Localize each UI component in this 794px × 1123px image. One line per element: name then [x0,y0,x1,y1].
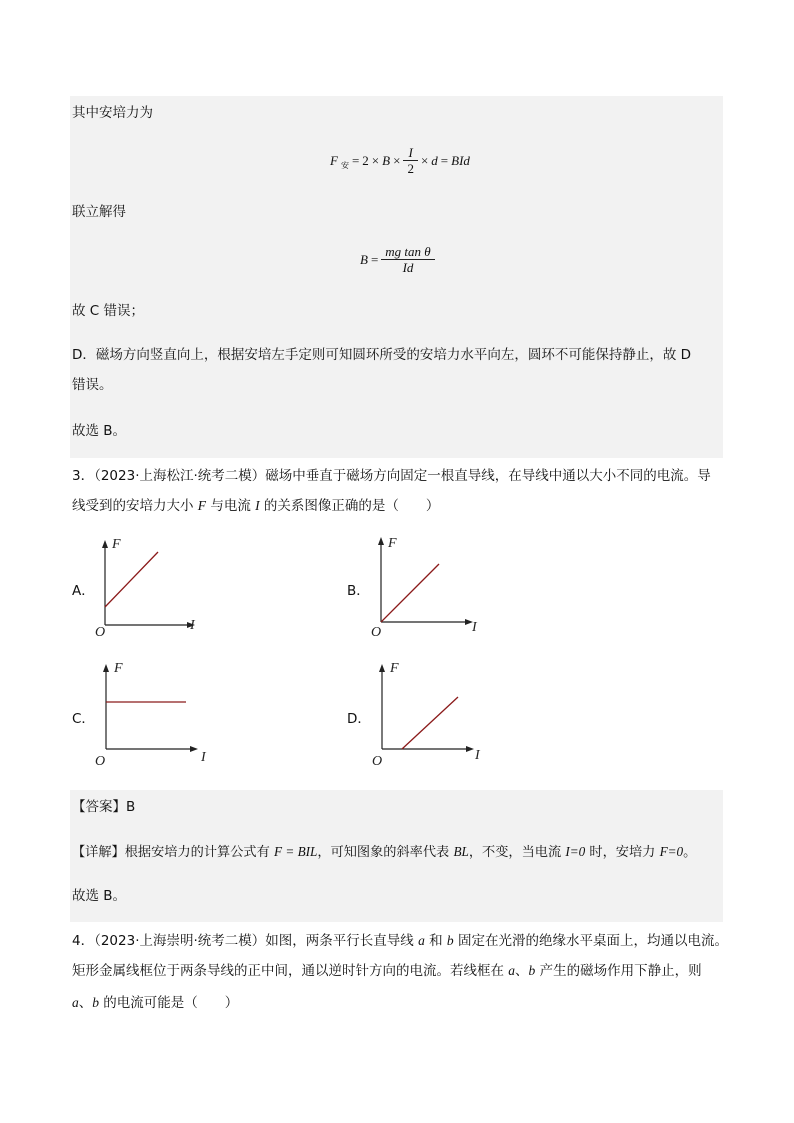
graph-a-y-label: F [112,537,121,552]
graph-d-x-arrow [466,746,474,752]
q4-line1-a: 4．（2023·上海崇明·统考二模）如图，两条平行长直导线 [72,933,419,949]
graph-c[interactable] [93,659,213,769]
q3-line2-b: 与电流 [206,498,256,514]
option-b-label[interactable]: B． [347,583,370,599]
q4-line3-sep: 、 [78,995,93,1011]
q4-var-b-3: b [92,995,99,1010]
detail-b: ，可知图象的斜率代表 [317,845,454,860]
graph-a-y-arrow [102,540,108,548]
d-explanation-line2: 错误。 [72,377,113,393]
graph-d[interactable] [369,659,489,769]
formula2-fraction [383,244,432,275]
q4-var-b-1: b [446,933,454,948]
formula2-num: mg tan θ [385,244,431,259]
c-wrong: 故 C 错误； [72,303,145,319]
graph-c-y-label: F [114,661,123,676]
q4-line2-sep: 、 [515,963,529,979]
q4-line3-c: 的电流可能是（ ） [99,995,239,1011]
graph-a-line [105,552,158,607]
detail-c: ，不变，当电流 [468,845,566,860]
q3-line2-c: 的关系图像正确的是（ ） [259,498,440,514]
formula1-lhs-sub: 安 [340,161,349,170]
q3-var-I: I [255,498,260,513]
graph-c-y-arrow [103,664,109,672]
graph-b-y-label: F [388,536,397,551]
formula1-coef: 2 [362,152,369,168]
choose-b-q3: 故选 B。 [72,888,127,904]
graph-d-y-arrow [379,664,385,672]
graph-c-x-label: I [201,750,206,765]
detail-I0: I=0 [565,844,586,859]
formula1-frac-num: I [408,145,413,160]
choose-b-prev: 故选 B。 [72,423,127,439]
graph-d-x-label: I [475,748,480,763]
detail-a: 根据安培力的计算公式有 [124,845,275,860]
q4-var-a-1: a [418,933,425,948]
formula1-times-2: × [393,152,401,168]
formula-ampere-force [330,145,470,176]
question4-line3 [72,993,238,1013]
q4-var-b-2: b [528,963,536,978]
answer-tag: 【答案】 [72,799,126,815]
graph-a-x-label: I [190,618,195,633]
detail-d: 时，安培力 [585,845,660,860]
formula2-den: Id [381,259,434,275]
q3-var-F: F [197,498,207,513]
q4-var-a-2: a [508,963,516,978]
ampere-intro: 其中安培力为 [72,105,153,121]
formula1-times-3: × [420,152,429,168]
solve-intro: 联立解得 [72,204,126,220]
q4-var-a-3: a [72,995,79,1010]
q3-line2-a: 线受到的安培力大小 [72,498,198,514]
formula-B-result [360,244,435,275]
option-c-label[interactable]: C． [72,711,95,727]
question3-line1: 3．（2023·上海松江·统考二模）磁场中垂直于磁场方向固定一根直导线，在导线中通以大小不同的电流。导 [72,468,711,484]
detail-F0: F=0 [659,844,684,859]
graph-b-x-label: I [472,620,477,635]
d-explanation-line1: D．磁场方向竖直向上，根据安培左手定则可知圆环所受的安培力水平向左，圆环不可能保持静止，故 D [72,347,692,363]
graph-a[interactable] [92,535,202,640]
q4-line1-c: 固定在光滑的绝缘水平桌面上，均通以电流。 [453,933,728,949]
detail-formula: F = BIL [274,844,318,859]
graph-b-line [381,564,439,622]
option-d-label[interactable]: D． [347,711,371,727]
detail-e: 。 [683,845,697,860]
graph-c-x-arrow [190,746,198,752]
formula1-fraction [405,145,416,176]
formula2-lhs: B [360,251,368,267]
graph-c-origin: O [95,754,106,769]
formula2-eq: = [370,251,379,267]
formula1-times-1: × [371,152,380,168]
formula1-d: d [431,152,438,168]
formula1-result: BId [451,152,470,168]
answer-value: B [126,799,136,815]
detail-line [72,842,696,863]
q4-line1-b: 和 [424,933,447,949]
formula1-eq: = [351,152,360,168]
graph-a-origin: O [95,625,106,640]
detail-BL: BL [453,844,469,859]
question3-line2 [72,496,439,516]
graph-b-origin: O [371,625,382,637]
q4-line2-c: 产生的磁场作用下静止，则 [535,963,702,979]
graph-d-line [402,697,458,749]
q4-line2-a: 矩形金属线框位于两条导线的正中间，通以逆时针方向的电流。若线框在 [72,963,509,979]
formula1-eq2: = [440,152,449,168]
graph-d-origin: O [372,754,383,769]
answer-line [72,797,135,817]
detail-tag: 【详解】 [72,845,125,860]
question4-line1 [72,931,728,951]
graph-b-y-arrow [378,537,384,545]
formula1-frac-den: 2 [403,160,418,176]
formula1-lhs: F [330,152,338,168]
formula1-B: B [382,152,391,168]
question4-line2 [72,961,702,981]
option-a-label[interactable]: A． [72,583,95,599]
graph-b[interactable] [368,532,483,637]
graph-d-y-label: F [390,661,399,676]
